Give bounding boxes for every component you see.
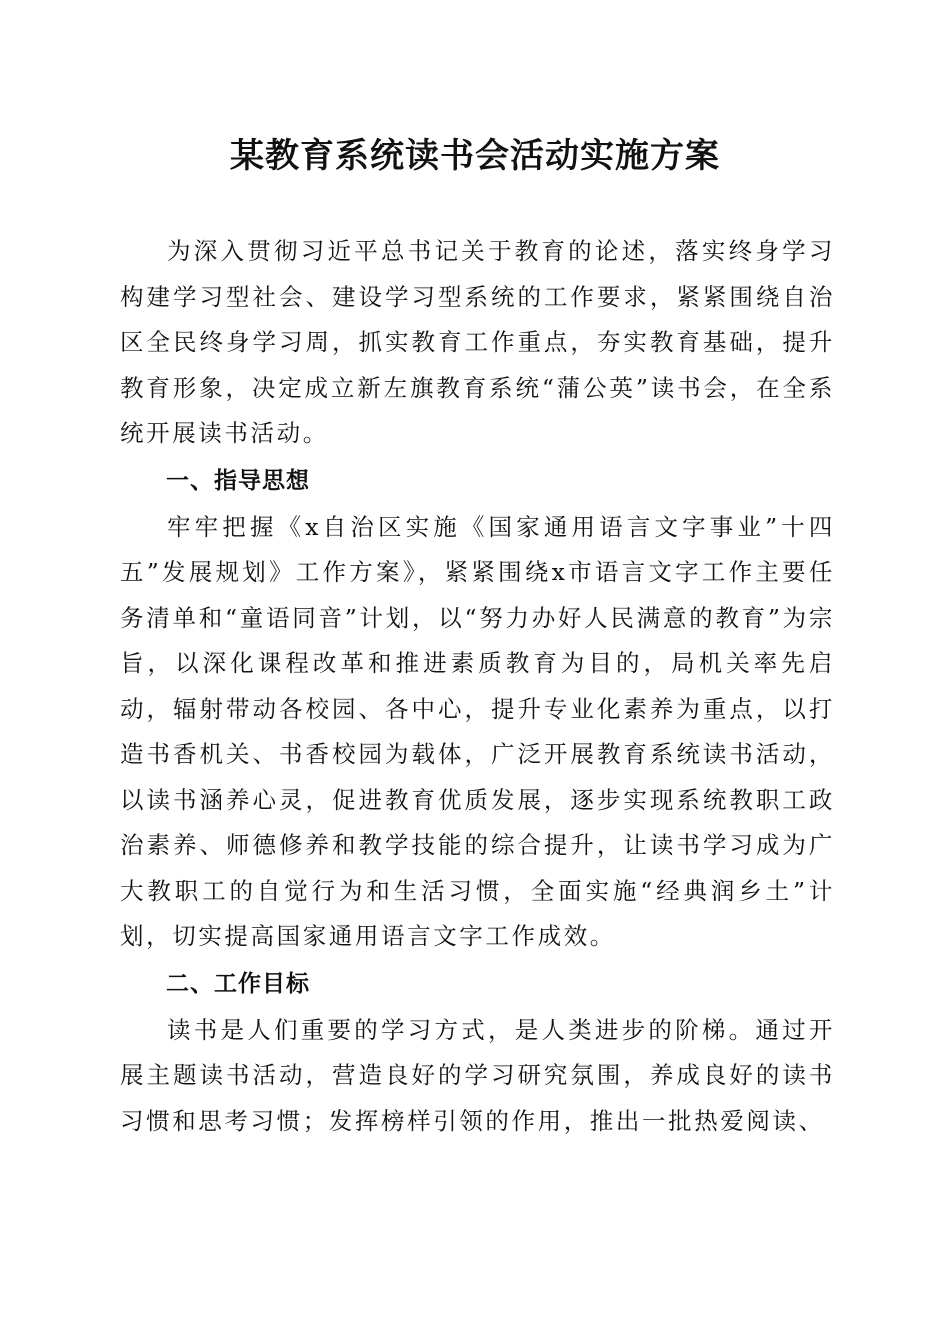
intro-paragraph: 为深入贯彻习近平总书记关于教育的论述，落实终身学习构建学习型社会、建设学习型系统的工作要求，紧紧围绕自治区全民终身学习周，抓实教育工作重点，夯实教育基础，提升教育形象，决定成立新左旗教育系统“蒲公英”读书会，在全系统开展读书活动。 — [120, 237, 835, 447]
section-paragraph-work-goals: 读书是人们重要的学习方式，是人类进步的阶梯。通过开展主题读书活动，营造良好的学习研究氛围，养成良好的读书习惯和思考习惯；发挥榜样引领的作用，推出一批热爱阅读、 — [120, 1015, 835, 1135]
document-body — [120, 229, 835, 1144]
section-paragraph-guiding-ideology: 牢牢把握《x自治区实施《国家通用语言文字事业”十四五”发展规划》工作方案》，紧紧围绕x市语言文字工作主要任务清单和“童语同音”计划，以“努力办好人民满意的教育”为宗旨，以深化课程改革和推进素质教育为目的，局机关率先启动，辐射带动各校园、各中心，提升专业化素养为重点，以打造书香机关、书香校园为载体，广泛开展教育系统读书活动，以读书涵养心灵，促进教育优质发展，逐步实现系统教职工政治素养、师德修养和教学技能的综合提升，让读书学习成为广大教职工的自觉行为和生活习惯，全面实施“经典润乡土”计划，切实提高国家通用语言文字工作成效。 — [120, 512, 835, 950]
section-heading-guiding-ideology: 一、指导思想 — [166, 467, 310, 494]
section-heading-work-goals: 二、工作目标 — [166, 970, 310, 997]
document-title: 某教育系统读书会活动实施方案 — [230, 136, 720, 176]
